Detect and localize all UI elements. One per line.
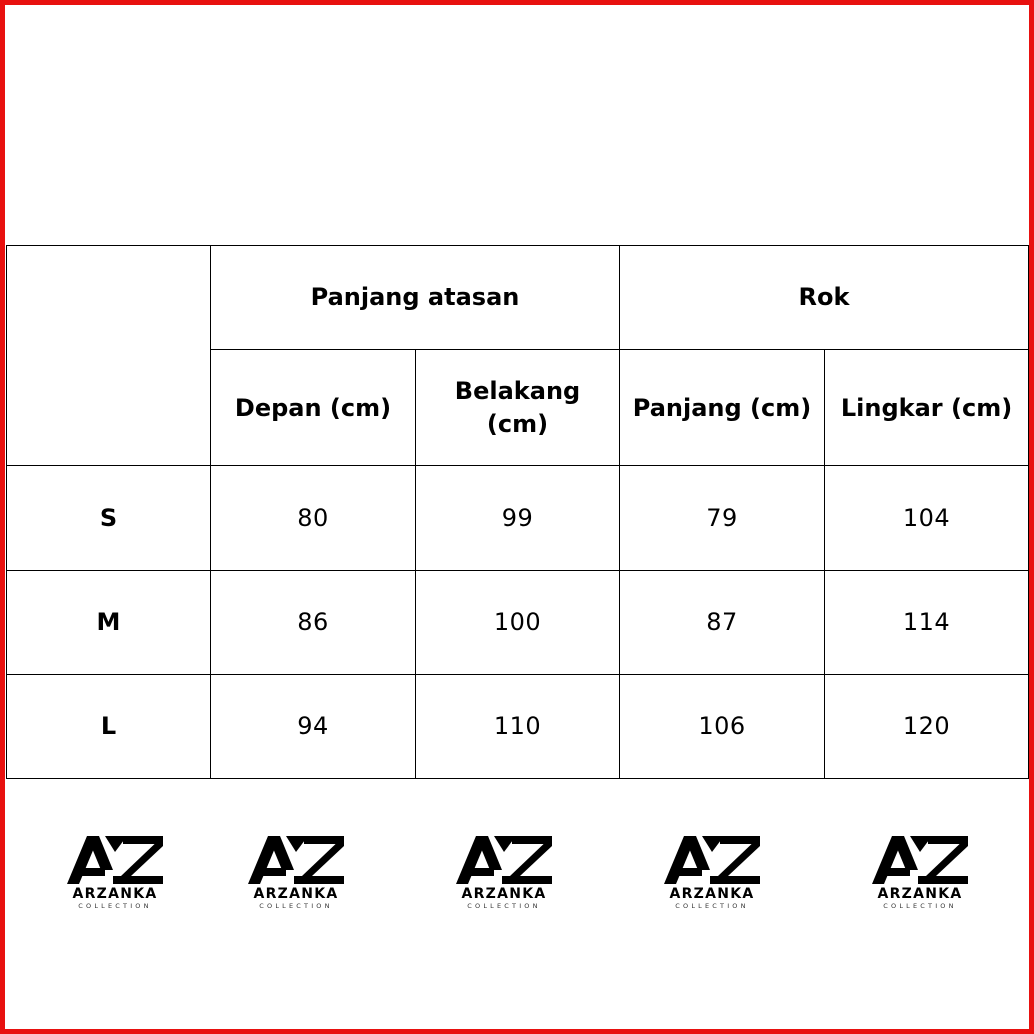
table-cell: 100 — [416, 570, 620, 674]
sub-header-belakang: Belakang (cm) — [416, 350, 620, 466]
table-cell: 106 — [620, 674, 825, 778]
table-cell: 86 — [211, 570, 416, 674]
brand-name: ARZANKA — [72, 886, 158, 902]
brand-tagline: COLLECTION — [675, 902, 749, 910]
brand-tagline: COLLECTION — [467, 902, 541, 910]
arz-monogram-icon — [454, 830, 554, 886]
size-label: S — [7, 466, 211, 570]
brand-logo-strip — [0, 830, 1034, 920]
sub-header-lingkar: Lingkar (cm) — [825, 350, 1029, 466]
arz-monogram-icon — [65, 830, 165, 886]
table-cell: 99 — [416, 466, 620, 570]
table-cell: 110 — [416, 674, 620, 778]
sub-header-depan: Depan (cm) — [211, 350, 416, 466]
table-cell: 79 — [620, 466, 825, 570]
table-cell: 87 — [620, 570, 825, 674]
size-label: L — [7, 674, 211, 778]
table-cell: 80 — [211, 466, 416, 570]
brand-name: ARZANKA — [669, 886, 755, 902]
table-cell: 120 — [825, 674, 1029, 778]
group-header-rok: Rok — [620, 246, 1029, 350]
arzanka-logo — [246, 830, 346, 912]
brand-name: ARZANKA — [461, 886, 547, 902]
group-header-row — [7, 246, 1029, 350]
arzanka-logo — [662, 830, 762, 912]
table-cell: 104 — [825, 466, 1029, 570]
arz-monogram-icon — [870, 830, 970, 886]
arz-monogram-icon — [246, 830, 346, 886]
size-chart-table — [6, 245, 1029, 779]
brand-tagline: COLLECTION — [883, 902, 957, 910]
brand-tagline: COLLECTION — [78, 902, 152, 910]
group-header-panjang-atasan: Panjang atasan — [211, 246, 620, 350]
arzanka-logo — [870, 830, 970, 912]
brand-name: ARZANKA — [253, 886, 339, 902]
arzanka-logo — [65, 830, 165, 912]
table-cell: 94 — [211, 674, 416, 778]
brand-name: ARZANKA — [877, 886, 963, 902]
table-cell: 114 — [825, 570, 1029, 674]
size-label: M — [7, 570, 211, 674]
table-row — [7, 466, 1029, 570]
brand-tagline: COLLECTION — [259, 902, 333, 910]
arzanka-logo — [454, 830, 554, 912]
sub-header-panjang: Panjang (cm) — [620, 350, 825, 466]
corner-cell — [7, 246, 211, 466]
arz-monogram-icon — [662, 830, 762, 886]
table-row — [7, 674, 1029, 778]
table-row — [7, 570, 1029, 674]
